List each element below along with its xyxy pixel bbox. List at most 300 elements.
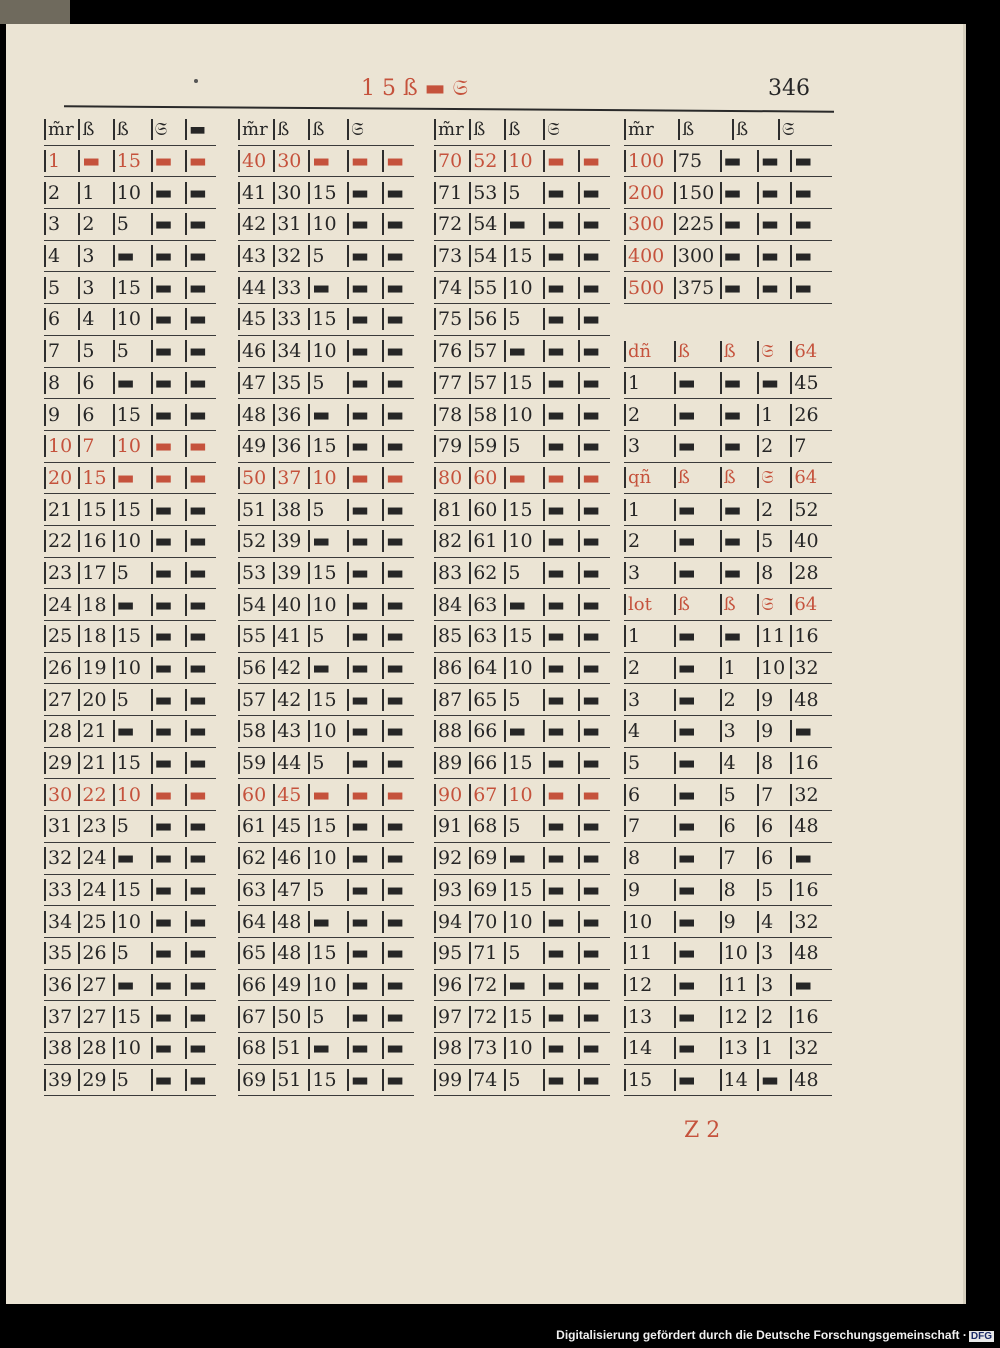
table-cell: 51 [273,1037,308,1059]
table-cell: ▬ [543,720,578,742]
table-cell: 4 [757,911,790,933]
table-row [44,621,216,653]
table-cell: ▬ [78,150,112,172]
table-row [434,653,610,685]
table-cell: 26 [78,942,112,964]
table-cell: ▬ [185,245,216,267]
table-cell: 5 [113,815,151,837]
table-cell: ▬ [790,182,832,204]
table-cell: 21 [78,752,112,774]
table-cell: 8 [720,879,757,901]
table-row [238,209,414,241]
table-row [238,748,414,780]
header-cell: m̃r [624,119,678,140]
table-cell: 5 [504,308,543,330]
table-cell: 69 [238,1069,273,1091]
table-cell: 5 [113,689,151,711]
table-row [44,906,216,938]
table-row [238,653,414,685]
table-cell: ▬ [578,245,610,267]
table-cell: ▬ [504,847,543,869]
table-row [238,906,414,938]
table-cell: 3 [757,974,790,996]
table-cell: ▬ [578,562,610,584]
table-cell: 1 [624,625,674,647]
table-cell: ▬ [578,879,610,901]
table-cell: ▬ [504,594,543,616]
table-header-row [238,114,414,146]
table-row [238,463,414,495]
table-cell: ▬ [347,1069,382,1091]
table-cell: ▬ [543,499,578,521]
table-cell: ▬ [382,467,414,489]
table-cell: 15 [504,245,543,267]
table-cell: ▬ [151,150,185,172]
table-cell: 50 [238,467,273,489]
table-cell: ▬ [347,974,382,996]
table-cell: 32 [790,1037,832,1059]
table-row [238,1033,414,1065]
table-cell: 32 [790,657,832,679]
table-row [434,336,610,368]
table-cell: 60 [469,499,504,521]
table-cell: ▬ [185,404,216,426]
table-cell: 10 [308,340,347,362]
table-cell: ▬ [382,404,414,426]
header-cell: ▬ [185,119,216,140]
table-cell: 68 [238,1037,273,1059]
table-cell: ▬ [347,404,382,426]
table-cell: ▬ [113,372,151,394]
table-cell: 19 [78,657,112,679]
table-cell: 72 [434,213,469,235]
table-cell: ▬ [674,404,720,426]
table-cell: 10 [624,911,674,933]
table-cell: 31 [273,213,308,235]
table-cell: ▬ [674,530,720,552]
table-cell: ▬ [578,815,610,837]
table-cell: ▬ [382,752,414,774]
table-cell: ▬ [185,657,216,679]
table-cell: ▬ [151,562,185,584]
table-row [238,304,414,336]
table-row [238,241,414,273]
dfg-logo: DFG [970,1331,992,1342]
table-cell: 200 [624,182,674,204]
table-cell: ▬ [185,689,216,711]
table-cell: ▬ [543,467,578,489]
table-row [624,558,832,590]
table-cell: 43 [238,245,273,267]
table-cell: 5 [757,879,790,901]
table-cell: 24 [78,879,112,901]
table-cell: ▬ [151,435,185,457]
table-cell: 99 [434,1069,469,1091]
table-row [624,146,832,178]
table-cell: ▬ [347,847,382,869]
table-cell: ▬ [382,1006,414,1028]
table-cell: 10 [308,467,347,489]
table-cell: 48 [273,911,308,933]
table-cell: 67 [238,1006,273,1028]
table-cell: 1 [720,657,757,679]
table-cell: 20 [44,467,78,489]
table-cell: 15 [504,499,543,521]
table-cell: 15 [308,435,347,457]
table-row [238,716,414,748]
table-row [238,177,414,209]
table-cell: ▬ [151,752,185,774]
table-cell: ▬ [347,657,382,679]
table-cell: ▬ [185,277,216,299]
table-cell: 95 [434,942,469,964]
table-cell: 15 [308,689,347,711]
table-cell: ▬ [113,847,151,869]
table-cell: ▬ [674,689,720,711]
table-cell: 44 [238,277,273,299]
table-cell: ▬ [720,182,757,204]
table-row [44,970,216,1002]
table-cell: 6 [78,404,112,426]
table-header-row [624,114,832,146]
table-cell: 58 [238,720,273,742]
table-cell: ▬ [790,720,832,742]
table-cell: 48 [790,689,832,711]
table-cell: ▬ [578,657,610,679]
table-cell: 300 [624,213,674,235]
table-cell: 2 [624,404,674,426]
table-cell: 100 [624,150,674,172]
table-cell: 18 [78,625,112,647]
table-row [238,811,414,843]
table-cell: ▬ [382,1037,414,1059]
table-cell: 15 [113,150,151,172]
table-cell: 48 [238,404,273,426]
table-cell: ▬ [578,404,610,426]
table-cell: 8 [757,562,790,584]
table-cell: 45 [273,784,308,806]
table-cell: 96 [434,974,469,996]
table-cell: 40 [790,530,832,552]
table-cell: ▬ [382,308,414,330]
table-cell: 63 [469,594,504,616]
table-cell: 93 [434,879,469,901]
table-cell: 26 [790,404,832,426]
table-row [624,875,832,907]
table-cell: ▬ [347,1006,382,1028]
table-cell: 58 [469,404,504,426]
table-cell: 10 [504,150,543,172]
table-cell: 65 [238,942,273,964]
table-cell: 3 [44,213,78,235]
table-row [624,621,832,653]
table-row [44,209,216,241]
table-cell: 91 [434,815,469,837]
table-row [624,906,832,938]
table-cell: ▬ [504,213,543,235]
table-cell: ▬ [578,625,610,647]
table-cell: ▬ [382,1069,414,1091]
table-cell: 46 [273,847,308,869]
table-row [44,748,216,780]
table-cell: ▬ [543,308,578,330]
header-cell: 𝔖 [347,119,382,140]
header-cell: 𝔖 [543,119,578,140]
table-row [44,368,216,400]
table-cell: ▬ [347,815,382,837]
table-cell: 5 [113,942,151,964]
header-cell: 𝔖 [757,467,790,488]
table-row [44,241,216,273]
table-cell: ▬ [151,847,185,869]
table-cell: ▬ [790,847,832,869]
table-cell: ▬ [113,467,151,489]
table-cell: ▬ [578,308,610,330]
table-cell: 40 [238,150,273,172]
table-cell: ▬ [347,340,382,362]
table-cell: ▬ [674,974,720,996]
table-cell: ▬ [347,784,382,806]
table-cell: ▬ [347,245,382,267]
table-cell: 10 [113,530,151,552]
table-cell: ▬ [757,1069,790,1091]
table-row [238,1001,414,1033]
table-cell: 5 [113,1069,151,1091]
table-column-4 [624,114,832,1096]
table-cell: 97 [434,1006,469,1028]
credit-text: Digitalisierung gefördert durch die Deutsche Forschungsgemeinschaft · [556,1328,967,1342]
table-cell: ▬ [720,277,757,299]
table-cell: ▬ [578,847,610,869]
table-cell: 5 [624,752,674,774]
table-cell: 34 [273,340,308,362]
table-cell: 13 [624,1006,674,1028]
table-row [44,1033,216,1065]
table-cell: 26 [44,657,78,679]
table-cell: ▬ [578,1069,610,1091]
table-cell: ▬ [543,1037,578,1059]
table-row [238,779,414,811]
table-row [434,431,610,463]
table-cell: 10 [113,1037,151,1059]
table-cell: ▬ [720,625,757,647]
table-cell: 5 [78,340,112,362]
table-cell: ▬ [151,942,185,964]
table-cell: 6 [757,847,790,869]
table-cell: 46 [238,340,273,362]
table-cell: ▬ [543,847,578,869]
table-cell: 10 [113,435,151,457]
table-cell: 61 [238,815,273,837]
header-cell: 64 [790,341,832,362]
table-cell: ▬ [151,879,185,901]
table-cell: ▬ [347,150,382,172]
table-cell: ▬ [543,815,578,837]
table-cell: 2 [78,213,112,235]
table-cell: ▬ [382,784,414,806]
table-row [434,1065,610,1097]
table-cell: ▬ [674,1037,720,1059]
table-cell: ▬ [578,499,610,521]
table-row [434,304,610,336]
table-cell: ▬ [347,1037,382,1059]
table-cell: 39 [273,562,308,584]
table-cell: 1 [624,372,674,394]
table-row [434,399,610,431]
header-cell: 𝔖 [778,119,832,140]
header-cell: ß [674,467,720,488]
table-cell: 3 [624,689,674,711]
table-cell: 36 [44,974,78,996]
table-cell: ▬ [347,594,382,616]
table-cell: 11 [757,625,790,647]
table-cell: 11 [720,974,757,996]
table-row [624,684,832,716]
table-cell: 38 [44,1037,78,1059]
table-cell: 21 [78,720,112,742]
table-cell: 10 [504,911,543,933]
table-cell: 25 [78,911,112,933]
table-cell: 68 [469,815,504,837]
table-cell: 6 [757,815,790,837]
table-cell: 20 [78,689,112,711]
table-cell: 5 [308,1006,347,1028]
table-cell: 16 [78,530,112,552]
table-row [44,431,216,463]
table-cell: ▬ [674,942,720,964]
table-cell: ▬ [720,150,757,172]
table-cell: 15 [308,815,347,837]
table-cell: ▬ [347,942,382,964]
table-cell: ▬ [578,752,610,774]
table-row [44,304,216,336]
table-cell: 16 [790,1006,832,1028]
table-cell: 39 [273,530,308,552]
table-cell: 35 [273,372,308,394]
table-cell: 42 [273,689,308,711]
signature-mark: Z 2 [684,1118,721,1143]
table-cell: 4 [624,720,674,742]
table-cell: 32 [790,911,832,933]
table-cell: 52 [790,499,832,521]
table-cell: 500 [624,277,674,299]
table-cell: 5 [308,625,347,647]
table-cell: ▬ [578,530,610,552]
table-cell: ▬ [720,404,757,426]
table-cell: ▬ [790,150,832,172]
table-cell: ▬ [185,467,216,489]
table-cell: ▬ [151,1037,185,1059]
table-cell: 15 [113,404,151,426]
table-cell: 87 [434,689,469,711]
table-cell: 90 [434,784,469,806]
table-row [624,399,832,431]
table-cell: 5 [308,879,347,901]
table-cell: ▬ [382,340,414,362]
table-cell: 63 [238,879,273,901]
table-cell: 52 [469,150,504,172]
table-row [624,748,832,780]
header-cell: ß [308,119,347,140]
table-cell: 5 [113,340,151,362]
table-cell: ▬ [347,720,382,742]
table-cell: ▬ [543,182,578,204]
table-cell: 70 [434,150,469,172]
table-cell: 3 [720,720,757,742]
table-cell: 10 [504,277,543,299]
table-cell: ▬ [578,1006,610,1028]
table-cell: 5 [504,942,543,964]
table-cell: ▬ [185,1069,216,1091]
table-row [434,368,610,400]
table-row [624,368,832,400]
table-cell: ▬ [347,213,382,235]
table-cell: ▬ [382,150,414,172]
table-cell: ▬ [757,213,790,235]
table-cell: ▬ [185,911,216,933]
table-cell: ▬ [308,404,347,426]
header-cell: 𝔖 [757,341,790,362]
table-row [44,875,216,907]
table-cell: 225 [674,213,720,235]
table-row [434,241,610,273]
table-row [434,621,610,653]
table-cell: ▬ [347,372,382,394]
table-cell: 150 [674,182,720,204]
table-cell: 2 [757,1006,790,1028]
table-cell: 9 [757,720,790,742]
table-cell: 42 [273,657,308,679]
header-cell: ß [720,341,757,362]
table-cell: ▬ [790,245,832,267]
table-cell: 23 [78,815,112,837]
table-cell: ▬ [543,689,578,711]
table-cell: 30 [273,182,308,204]
table-row [44,843,216,875]
table-cell: 6 [44,308,78,330]
table-row [434,1033,610,1065]
table-row [44,494,216,526]
table-cell: ▬ [151,340,185,362]
table-cell: ▬ [347,752,382,774]
table-row [238,684,414,716]
table-cell: 56 [238,657,273,679]
table-cell: ▬ [674,720,720,742]
table-row [44,272,216,304]
table-cell: 21 [44,499,78,521]
table-cell: ▬ [578,784,610,806]
table-cell: ▬ [543,372,578,394]
table-cell: 12 [720,1006,757,1028]
table-row [238,938,414,970]
table-cell: 27 [44,689,78,711]
table-row [238,399,414,431]
table-cell: ▬ [151,1006,185,1028]
table-row [238,146,414,178]
table-row [44,779,216,811]
table-cell: ▬ [382,372,414,394]
table-cell: 5 [308,499,347,521]
table-cell: 15 [504,1006,543,1028]
table-cell: ▬ [308,911,347,933]
table-cell: ▬ [504,720,543,742]
table-cell: 81 [434,499,469,521]
table-cell: 10 [113,308,151,330]
table-cell: 74 [434,277,469,299]
table-cell: 10 [113,182,151,204]
table-row [624,241,832,273]
table-cell: ▬ [578,340,610,362]
